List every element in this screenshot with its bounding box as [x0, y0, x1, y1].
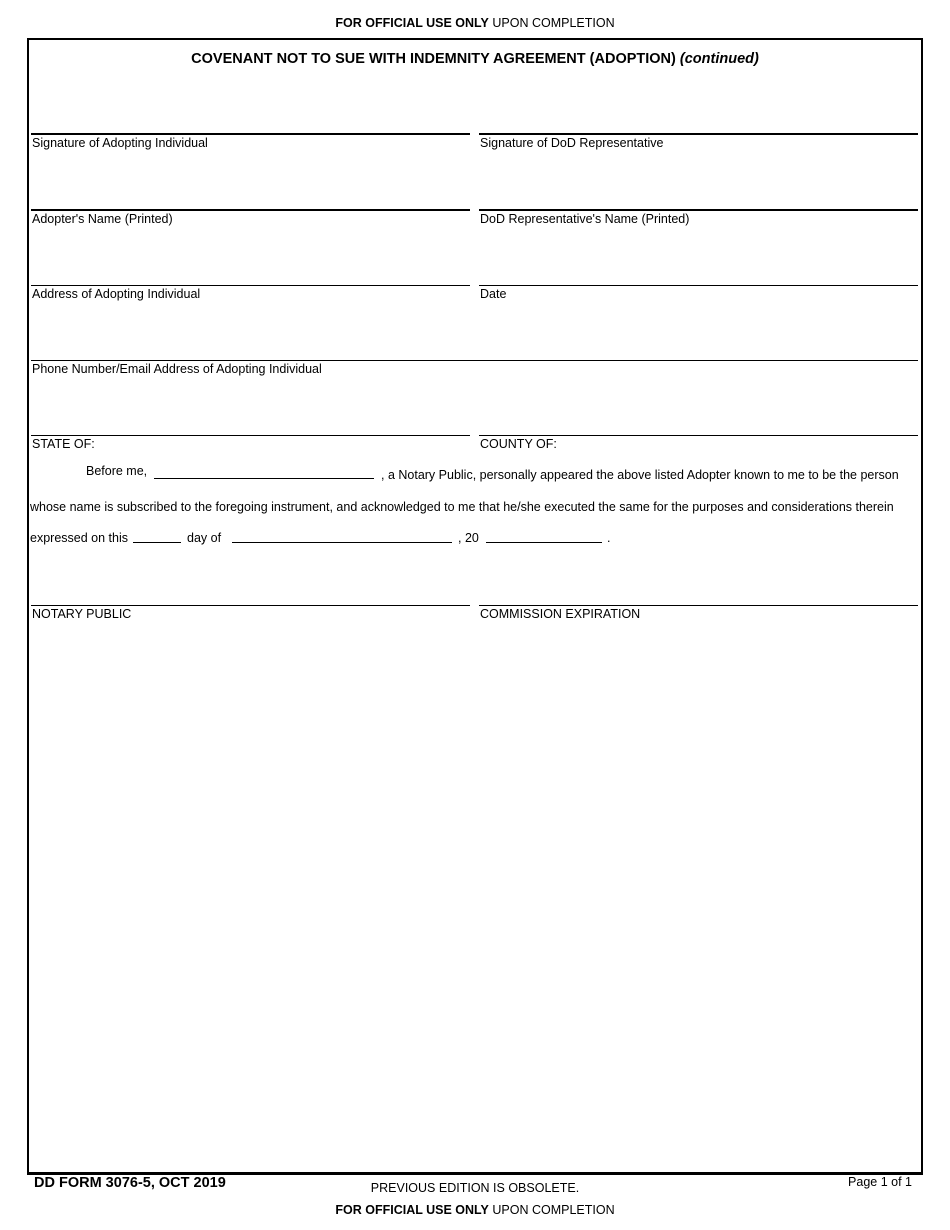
previous-edition-note: PREVIOUS EDITION IS OBSOLETE. — [370, 1181, 580, 1195]
state-label: STATE OF: — [32, 437, 95, 451]
notary-name-field[interactable] — [154, 478, 374, 479]
year-prefix-text: , 20 — [458, 531, 479, 545]
bottom-banner-rest: UPON COMPLETION — [488, 1203, 615, 1217]
form-title — [0, 51, 950, 67]
county-label: COUNTY OF: — [480, 437, 557, 451]
month-field[interactable] — [232, 542, 452, 543]
expressed-text: expressed on this — [30, 531, 128, 545]
year-field[interactable] — [486, 542, 602, 543]
adopter-name-label: Adopter's Name (Printed) — [32, 212, 173, 226]
bottom-banner — [0, 1203, 950, 1217]
page-number: Page 1 of 1 — [848, 1175, 912, 1189]
phone-email-label: Phone Number/Email Address of Adopting Individual — [32, 362, 322, 376]
sig-dod-line[interactable] — [479, 133, 918, 135]
county-line[interactable] — [479, 435, 918, 436]
date-line[interactable] — [479, 285, 918, 286]
top-banner-bold: FOR OFFICIAL USE ONLY — [335, 16, 489, 30]
notary-signature-line[interactable] — [31, 605, 470, 606]
notary-statement-text: , a Notary Public, personally appeared the above listed Adopter known to me to be the person — [381, 468, 899, 482]
dod-name-label: DoD Representative's Name (Printed) — [480, 212, 690, 226]
bottom-banner-bold: FOR OFFICIAL USE ONLY — [335, 1203, 489, 1217]
notary-line-2: whose name is subscribed to the foregoing instrument, and acknowledged to me that he/she executed the same for the purposes and considerations therein — [30, 500, 894, 514]
sig-dod-label: Signature of DoD Representative — [480, 136, 664, 150]
state-line[interactable] — [31, 435, 470, 436]
dod-name-line[interactable] — [479, 209, 918, 211]
day-field[interactable] — [133, 542, 181, 543]
sig-adopter-line[interactable] — [31, 133, 470, 135]
day-of-text: day of — [187, 531, 222, 545]
top-banner — [0, 16, 950, 30]
period-text: . — [607, 531, 611, 545]
notary-label: NOTARY PUBLIC — [32, 607, 132, 621]
commission-line[interactable] — [479, 605, 918, 606]
date-label: Date — [480, 287, 507, 301]
top-banner-rest: UPON COMPLETION — [488, 16, 615, 30]
phone-email-line[interactable] — [31, 360, 918, 361]
before-me-text: Before me, — [86, 464, 148, 478]
adopter-address-line[interactable] — [31, 285, 470, 286]
form-title-main: COVENANT NOT TO SUE WITH INDEMNITY AGREEMENT (ADOPTION) — [191, 51, 680, 67]
commission-label: COMMISSION EXPIRATION — [480, 607, 641, 621]
form-number: DD FORM 3076-5, OCT 2019 — [34, 1175, 226, 1191]
adopter-address-label: Address of Adopting Individual — [32, 287, 201, 301]
sig-adopter-label: Signature of Adopting Individual — [32, 136, 208, 150]
adopter-name-line[interactable] — [31, 209, 470, 211]
form-title-continued: (continued) — [679, 51, 759, 67]
